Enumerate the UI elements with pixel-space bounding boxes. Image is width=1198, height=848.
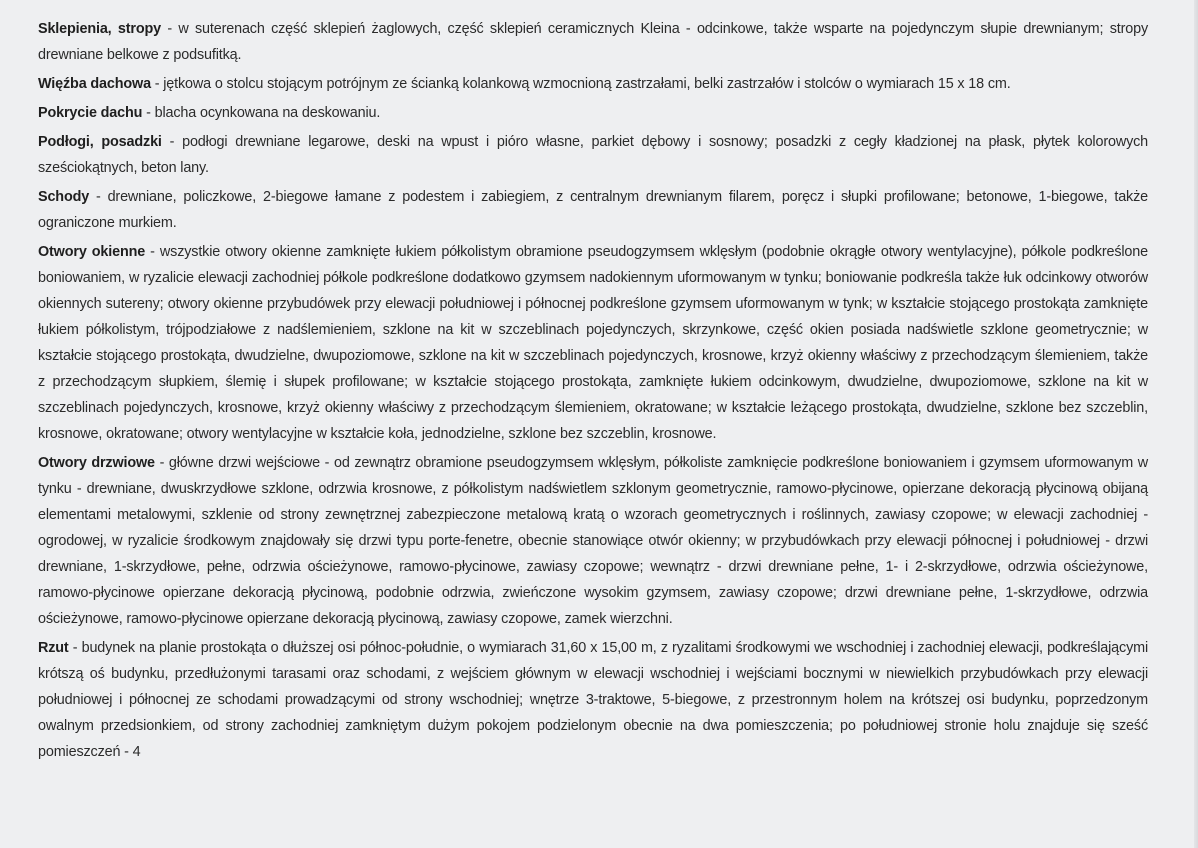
term-roofing: Pokrycie dachu <box>38 105 143 121</box>
text-ceilings: - w suterenach część sklepień żaglowych, część sklepień ceramicznych Kleina - odcinkowe, także wsparte na pojedynczym słupie drewnianym; stropy drewniane belkowe z podsufitką. <box>38 21 1148 63</box>
term-ceilings: Sklepienia, stropy <box>38 21 161 37</box>
page-edge-shadow <box>1194 0 1198 848</box>
term-floor-plan: Rzut <box>38 640 69 656</box>
text-floor-plan: - budynek na planie prostokąta o dłuższej osi północ-południe, o wymiarach 31,60 x 15,00 m, z ryzalitami środkowymi we wschodniej i zachodniej elewacji, podkreślającymi krótszą oś budynku, przedłużonymi tarasami oraz schodami, z wejściem głównym w elewacji wschodniej i wejściami bocznymi w niewielkich przybudówkach przy elewacji południowej i północnej ze schodami prowadzącymi od strony wschodniej; wnętrze 3-traktowe, 5-biegowe, z przestronnym holem na krótszej osi budynku, poprzedzonym owalnym przedsionkiem, od strony zachodniej zamkniętym dużym pokojem podzielonym obecnie na dwa pomieszczenia; po południowej stronie holu znajduje się sześć pomieszczeń - 4 <box>38 640 1148 760</box>
text-doors: - główne drzwi wejściowe - od zewnątrz obramione pseudogzymsem wklęsłym, półkoliste zamknięcie podkreślone boniowaniem i gzymsem uformowanym w tynku - drewniane, dwuskrzydłowe szklone, odrzwia krosnowe, z półkolistym nadświetlem szklonym geometrycznie, ramowo-płycinowe, opierzane dekoracją płycinową obijaną elementami metalowymi, szklenie od strony zewnętrznej zabezpieczone metalową kratą o wzorach geometrycznych i roślinnych, zawiasy czopowe; w elewacji zachodniej - ogrodowej, w ryzalicie środkowym znajdowały się drzwi typu porte-fenetre, obecnie stanowiące otwór okienny; w przybudówkach przy elewacji północnej i południowej - drzwi drewniane, 1-skrzydłowe, pełne, odrzwia ościeżynowe, ramowo-płycinowe, zawiasy czopowe; wewnątrz - drzwi drewniane pełne, 1- i 2-skrzydłowe, odrzwia ościeżynowe, ramowo-płycinowe opierzane dekoracją płycinową, podobnie odrzwia, zwieńczone wysokim gzymsem, zawiasy czopowe; drzwi drewniane pełne, 1-skrzydłowe, odrzwia ościeżynowe, ramowo-płycinowe opierzane dekoracją płycinową, zawiasy czopowe, zamek wierzchni. <box>38 455 1148 627</box>
text-stairs: - drewniane, policzkowe, 2-biegowe łamane z podestem i zabiegiem, z centralnym drewnianym filarem, poręcz i słupki profilowane; betonowe, 1-biegowe, także ograniczone murkiem. <box>38 189 1148 231</box>
paragraph-ceilings <box>38 16 1148 68</box>
text-windows: - wszystkie otwory okienne zamknięte łukiem półkolistym obramione pseudogzymsem wklęsłym (podobnie okrągłe otwory wentylacyjne), półkole podkreślone boniowaniem, w ryzalicie elewacji zachodniej półkole podkreślone dodatkowo gzymsem nadokiennym uformowanym w tynku; boniowanie podkreśla także łuk odcinkowy otworów okiennych sutereny; otwory okienne przybudówek przy elewacji południowej i północnej podkreślone gzymsem uformowanym w tynk; w kształcie stojącego prostokąta zamknięte łukiem półkolistym, trójpodziałowe z nadślemieniem, szklone na kit w szczeblinach pojedynczych, skrzynkowe, część okien posiada nadświetle szklone geometrycznie; w kształcie stojącego prostokąta, dwudzielne, dwupoziomowe, szklone na kit w szczeblinach pojedynczych, krosnowe, krzyż okienny właściwy z przechodzącym ślemieniem, także z przechodzącym słupkiem, ślemię i słupek profilowane; w kształcie stojącego prostokąta, zamknięte łukiem odcinkowym, dwudzielne, dwupoziomowe, szklone na kit w szczeblinach pojedynczych, krosnowe, krzyż okienny właściwy z przechodzącym ślemieniem, okratowane; w kształcie leżącego prostokąta, dwudzielne, szklone bez szczeblin, krosnowe, okratowane; otwory wentylacyjne w kształcie koła, jednodzielne, szklone bez szczeblin, krosnowe. <box>38 244 1148 442</box>
term-roof-truss: Więźba dachowa <box>38 76 151 92</box>
document-body <box>38 16 1148 768</box>
paragraph-doors <box>38 450 1148 632</box>
term-floors: Podłogi, posadzki <box>38 134 162 150</box>
paragraph-stairs <box>38 184 1148 236</box>
text-roofing: - blacha ocynkowana na deskowaniu. <box>142 105 381 121</box>
term-stairs: Schody <box>38 189 90 205</box>
paragraph-roof-truss <box>38 71 1148 97</box>
term-windows: Otwory okienne <box>38 244 146 260</box>
text-floors: - podłogi drewniane legarowe, deski na wpust i pióro własne, parkiet dębowy i sosnowy; posadzki z cegły kładzionej na płask, płytek kolorowych sześciokątnych, beton lany. <box>38 134 1149 176</box>
paragraph-floor-plan <box>38 635 1148 765</box>
paragraph-windows <box>38 239 1148 447</box>
text-roof-truss: - jętkowa o stolcu stojącym potrójnym ze ścianką kolankową wzmocnioną zastrzałami, belki zastrzałów i stolców o wymiarach 15 x 18 cm. <box>150 76 1011 92</box>
paragraph-roofing <box>38 100 1148 126</box>
paragraph-floors <box>38 129 1148 181</box>
term-doors: Otwory drzwiowe <box>38 455 155 471</box>
